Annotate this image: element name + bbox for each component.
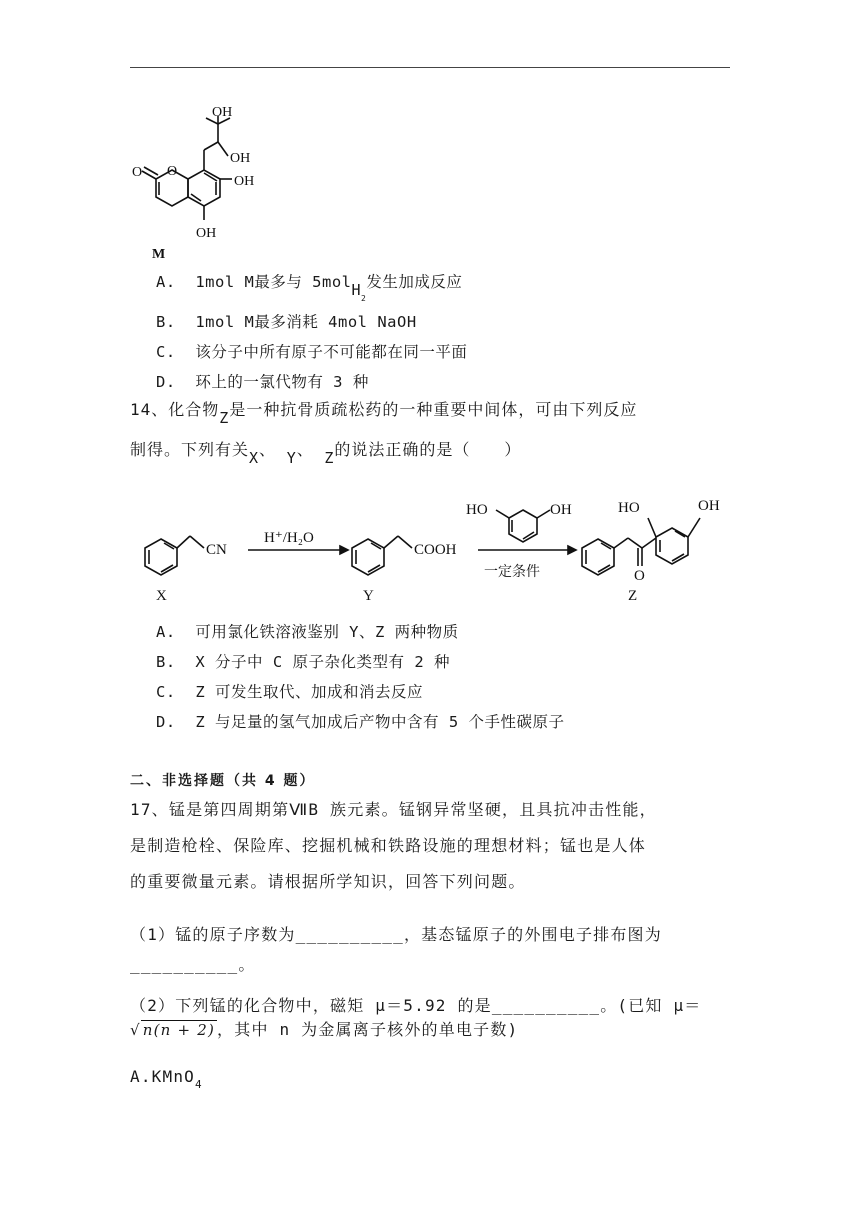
compound-m-label: M bbox=[152, 247, 166, 262]
ring-oxygen-label: O bbox=[167, 164, 178, 179]
oh-label-2: OH bbox=[230, 151, 251, 166]
q14-option-b: B. X 分子中 C 原子杂化类型有 2 种 bbox=[156, 653, 450, 671]
q13-option-c: C. 该分子中所有原子不可能都在同一平面 bbox=[156, 343, 468, 361]
oh-label-4: OH bbox=[196, 226, 217, 241]
q14-stem-line2: 制得。下列有关X、 Y、 Z的说法正确的是（ ） bbox=[130, 440, 522, 467]
label-y: Y bbox=[363, 588, 374, 604]
q17-part1-line1: （1）锰的原子序数为__________，基态锰原子的外围电子排布图为 bbox=[130, 925, 662, 944]
q14-option-a: A. 可用氯化铁溶液鉴别 Y、Z 两种物质 bbox=[156, 623, 459, 641]
resorcinol-oh-label: OH bbox=[550, 502, 572, 518]
sqrt-formula: √ n(n + 2) bbox=[130, 1021, 216, 1039]
cooh-label: COOH bbox=[414, 542, 457, 558]
q17-line3: 的重要微量元素。请根据所学知识，回答下列问题。 bbox=[130, 872, 526, 891]
q13-option-d: D. 环上的一氯代物有 3 种 bbox=[156, 373, 369, 391]
oh-label-3: OH bbox=[234, 174, 255, 189]
q13-option-b: B. 1mol M最多消耗 4mol NaOH bbox=[156, 313, 417, 331]
section-2-title: 二、非选择题（共 4 题） bbox=[130, 773, 316, 789]
q14-option-d: D. Z 与足量的氢气加成后产物中含有 5 个手性碳原子 bbox=[156, 713, 565, 731]
cn-label: CN bbox=[206, 542, 227, 558]
q13-option-a: A. 1mol M最多与 5molH$_2$发生加成反应 bbox=[156, 273, 463, 303]
q17-part2-line2: √ n(n + 2) ，其中 n 为金属离子核外的单电子数) bbox=[130, 1020, 519, 1039]
q17-part1-line2: __________。 bbox=[130, 955, 256, 974]
label-z: Z bbox=[628, 588, 638, 604]
z-ho-label: HO bbox=[618, 500, 640, 516]
condition-label: 一定条件 bbox=[484, 565, 540, 580]
z-carbonyl-o-label: O bbox=[634, 568, 645, 584]
q17-line2: 是制造枪栓、保险库、挖掘机械和铁路设施的理想材料；锰也是人体 bbox=[130, 836, 647, 855]
reaction-scheme-diagram bbox=[140, 488, 740, 608]
x-benzene-ring bbox=[145, 539, 177, 575]
header-rule bbox=[130, 67, 730, 68]
q14-stem-line1: 14、化合物Z是一种抗骨质疏松药的一种重要中间体，可由下列反应 bbox=[130, 400, 638, 427]
carbonyl-oxygen-label: O bbox=[132, 165, 143, 180]
resorcinol-ho-label: HO bbox=[466, 502, 488, 518]
q14-option-c: C. Z 可发生取代、加成和消去反应 bbox=[156, 683, 424, 701]
z-oh-label: OH bbox=[698, 498, 720, 514]
q17-line1: 17、锰是第四周期第ⅦB 族元素。锰钢异常坚硬，且具抗冲击性能， bbox=[130, 800, 657, 819]
q17-choice-a: A.KMnO$_4$ bbox=[130, 1067, 203, 1091]
structure-m-diagram bbox=[130, 100, 270, 265]
oh-label-1: OH bbox=[212, 105, 233, 120]
label-x: X bbox=[156, 588, 167, 604]
resorcinol-ring bbox=[509, 510, 537, 542]
reagent-h-h2o: H⁺/H₂O bbox=[264, 530, 314, 546]
q17-part2-line1: （2）下列锰的化合物中，磁矩 μ＝5.92 的是__________。(已知 μ＝ bbox=[130, 996, 702, 1015]
